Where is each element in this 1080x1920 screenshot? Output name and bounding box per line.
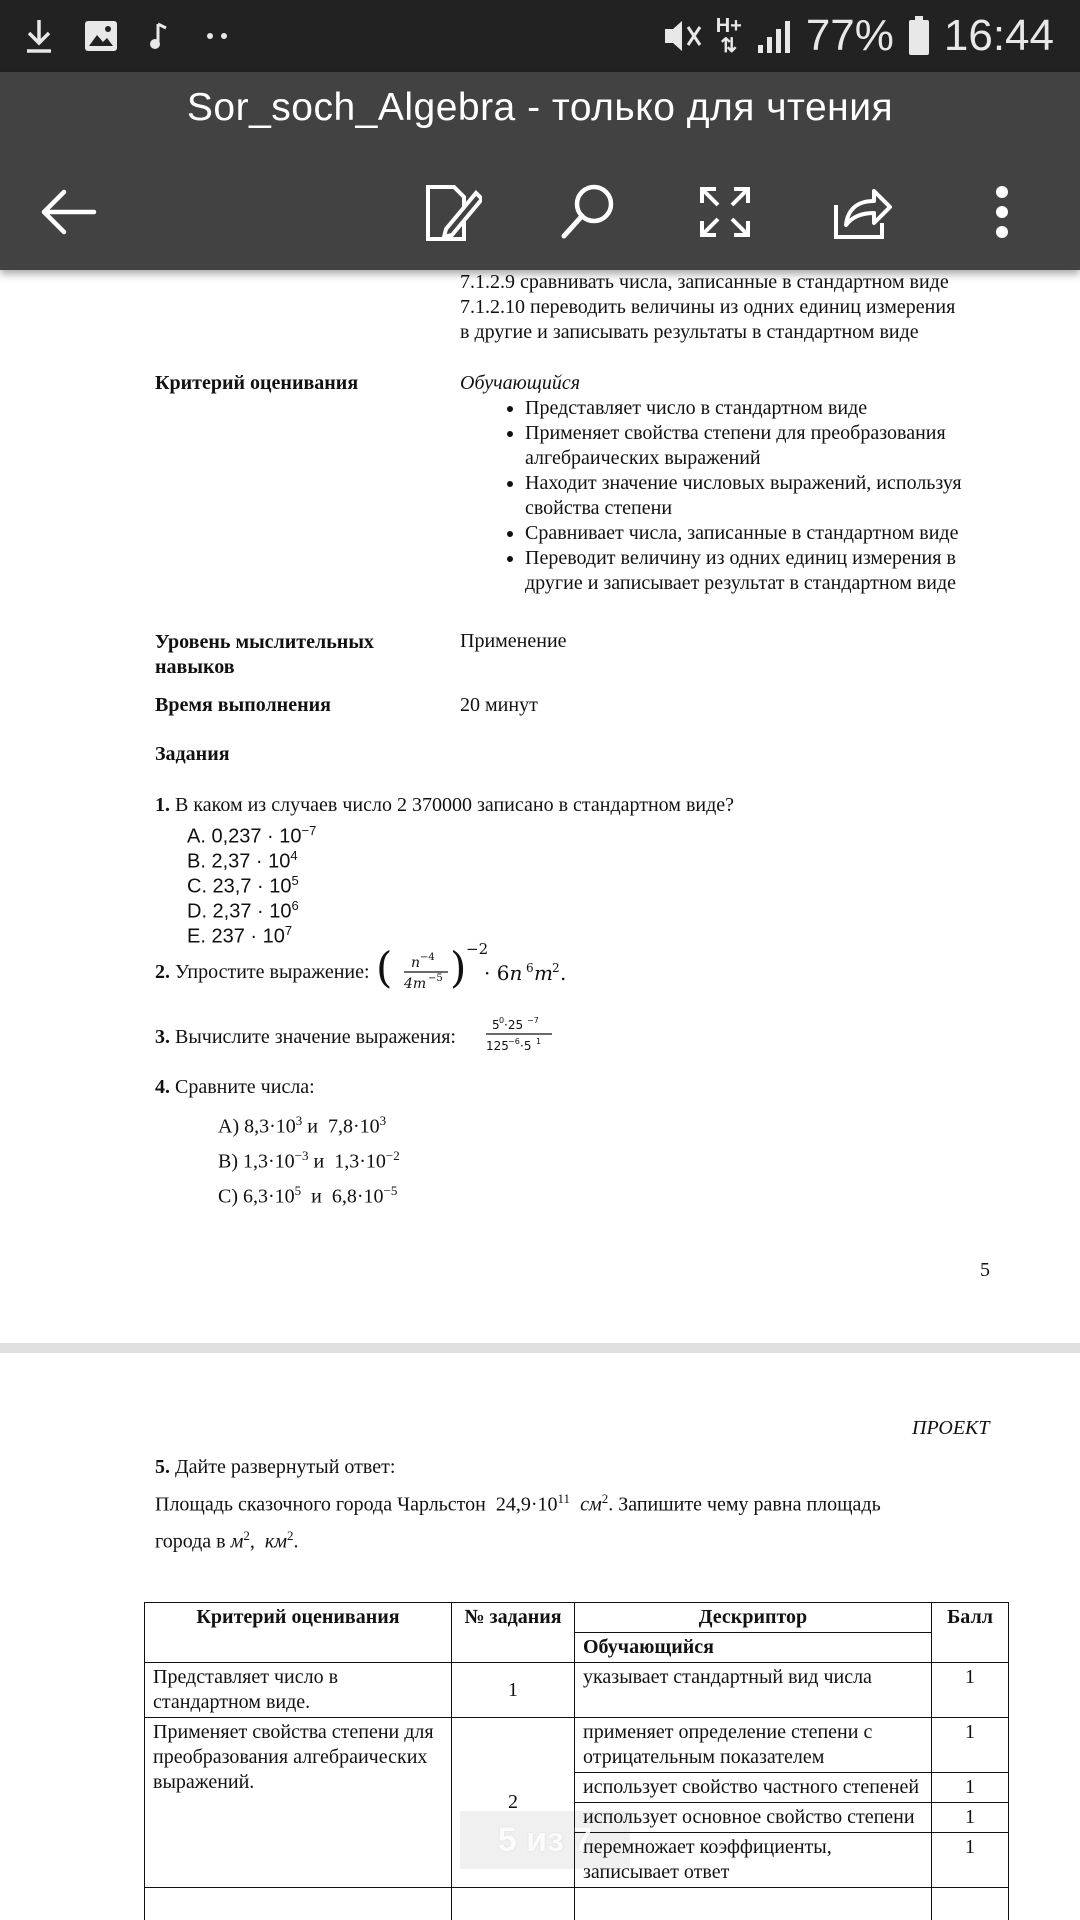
question-4: 4. Сравните числа: [155, 1076, 315, 1098]
svg-text:): ) [450, 943, 467, 992]
question-5: 5. Дайте развернутый ответ: [155, 1456, 396, 1478]
objective-line: 7.1.2.9 сравнивать числа, записанные в стандартном виде [460, 271, 949, 293]
cell-descriptor: применяет определение степени с отрицательным показателем [575, 1718, 932, 1773]
cell-criterion: Представляет число в стандартном виде. [145, 1663, 452, 1718]
cell-score: 1 [932, 1803, 1009, 1833]
overflow-menu-button[interactable] [962, 172, 1042, 252]
table-row [145, 1663, 1009, 1718]
criteria-label: Критерий оценивания [155, 372, 359, 394]
time-label: Время выполнения [155, 694, 331, 716]
svg-text:· 6n: · 6n [484, 961, 523, 985]
col-header-task: № задания [452, 1603, 575, 1663]
battery-icon [908, 16, 930, 56]
cell-task: 2 [452, 1718, 575, 1888]
level-label: Уровень мыслительных навыков [155, 631, 374, 678]
time-value: 20 минут [460, 694, 538, 716]
cell-descriptor: указывает стандартный вид числа [575, 1663, 932, 1718]
cell-descriptor: использует основное свойство степени [575, 1803, 932, 1833]
share-button[interactable] [823, 172, 903, 252]
svg-text:125: 125 [486, 1039, 509, 1053]
mute-icon [662, 17, 702, 55]
project-label: ПРОЕКТ [912, 1417, 990, 1439]
back-button[interactable] [28, 172, 108, 252]
q5-text-line2: города в $м^2$, $км^2$. [155, 1528, 299, 1553]
share-icon [832, 183, 894, 241]
page-separator [0, 1343, 1080, 1353]
cell-score: 1 [932, 1833, 1009, 1888]
svg-text:0: 0 [499, 1016, 505, 1025]
overflow-menu-icon [992, 184, 1012, 240]
svg-text:·5: ·5 [520, 1039, 532, 1053]
svg-text:.: . [560, 961, 566, 985]
page-number: 5 [980, 1259, 990, 1281]
svg-text:−7: −7 [527, 1016, 539, 1025]
cell-task: 1 [452, 1663, 575, 1718]
svg-text:5: 5 [492, 1018, 500, 1032]
svg-text:−6: −6 [508, 1037, 520, 1046]
fullscreen-icon [698, 185, 752, 239]
notification-icons [24, 14, 232, 58]
svg-text:(: ( [376, 943, 393, 992]
table-row [145, 1718, 1009, 1773]
table-row [145, 1888, 1009, 1920]
col-header-criterion: Критерий оценивания [145, 1603, 452, 1663]
cell-descriptor: перемножает коэффициенты, записывает ответ [575, 1833, 932, 1888]
q4-option-b: B) $1,3\cdot 10^{-3}$ и $1,3\cdot 10^{-2}$ [218, 1148, 400, 1173]
download-icon [24, 18, 54, 54]
clock: 16:44 [943, 11, 1054, 60]
rubric-table [144, 1602, 1009, 1920]
svg-text:2: 2 [552, 961, 560, 975]
objective-line: в другие и записывать результаты в стандартном виде [460, 321, 919, 343]
question-3: 3. Вычислите значение выражения: [155, 1026, 456, 1048]
cell-descriptor: использует свойство частного степеней [575, 1773, 932, 1803]
cell-score: 1 [932, 1663, 1009, 1718]
page-indicator-watermark: 5 из 7 [460, 1811, 630, 1869]
q5-text-line1: Площадь сказочного города Чарльстон $24,9\cdot 10^{11}$ $см^2$. Запишите чему равна площадь [155, 1491, 881, 1516]
battery-percent: 77% [805, 11, 894, 60]
system-status [662, 8, 1054, 64]
criteria-item: • Переводит величину из одних единиц измерения в другие и записывает результат в стандартном виде [525, 546, 1005, 596]
criteria-item: • Применяет свойства степени для преобразования алгебраических выражений [525, 421, 1005, 471]
q4-option-c: C) $6,3\cdot 10^5$ и $6,8\cdot 10^{-5}$ [218, 1183, 398, 1208]
criteria-item: • Представляет число в стандартном виде [525, 396, 1005, 421]
svg-text:1: 1 [536, 1037, 542, 1046]
document-view[interactable] [0, 270, 1080, 1920]
svg-text:m: m [534, 961, 553, 985]
svg-text:−2: −2 [466, 940, 489, 958]
svg-text:6: 6 [526, 961, 534, 975]
cell-score: 1 [932, 1773, 1009, 1803]
cell-score: 1 [932, 1718, 1009, 1773]
question-1: 1. В каком из случаев число 2 370000 записано в стандартном виде? [155, 794, 735, 816]
more-dots-icon [202, 31, 232, 41]
signal-icon [756, 17, 792, 55]
criteria-list [460, 396, 1005, 596]
fullscreen-button[interactable] [685, 172, 765, 252]
search-button[interactable] [548, 172, 628, 252]
q3-formula [484, 1012, 554, 1058]
q1-option-c: C. $23,7 \cdot 10^5$ [187, 873, 299, 898]
svg-text:−5: −5 [428, 973, 443, 984]
svg-text:n: n [411, 955, 421, 971]
col-header-score: Балл [932, 1603, 1009, 1663]
edit-icon [424, 181, 482, 243]
music-note-icon [148, 20, 172, 52]
q1-option-e: E. $237 \cdot 10^7$ [187, 923, 293, 948]
status-bar [0, 0, 1080, 72]
tasks-heading: Задания [155, 743, 230, 765]
question-2: 2. Упростите выражение: [155, 961, 370, 983]
cell-criterion: Применяет свойства степени для преобразования алгебраических выражений. [145, 1718, 452, 1888]
document-title: Sor_soch_Algebra - только для чтения [186, 86, 894, 129]
svg-text:4m: 4m [404, 976, 427, 992]
col-subheader-learner: Обучающийся [575, 1633, 932, 1663]
image-icon [84, 20, 118, 52]
criteria-item: • Находит значение числовых выражений, используя свойства степени [525, 471, 1005, 521]
level-value: Применение [460, 630, 567, 652]
edit-button[interactable] [413, 172, 493, 252]
back-arrow-icon [38, 187, 98, 237]
q2-formula [376, 940, 566, 1000]
q1-option-b: B. $2,37 \cdot 10^4$ [187, 848, 298, 873]
q1-option-a: A. $0,237 \cdot 10^{-7}$ [187, 823, 317, 848]
svg-text:·25: ·25 [504, 1018, 524, 1032]
q1-option-d: D. $2,37 \cdot 10^6$ [187, 898, 299, 923]
svg-text:−4: −4 [420, 952, 435, 963]
objective-line: 7.1.2.10 переводить величины из одних единиц измерения [460, 296, 956, 318]
criteria-item: • Сравнивает числа, записанные в стандартном виде [525, 521, 1005, 546]
col-header-descriptor: Дескриптор [575, 1603, 932, 1633]
network-type: H+ ⇅ [715, 15, 742, 57]
app-bar [0, 72, 1080, 270]
learner-label: Обучающийся [460, 372, 581, 394]
q4-option-a: A) $8,3\cdot 10^3$ и $7,8\cdot 10^3$ [218, 1113, 387, 1138]
search-icon [558, 182, 618, 242]
